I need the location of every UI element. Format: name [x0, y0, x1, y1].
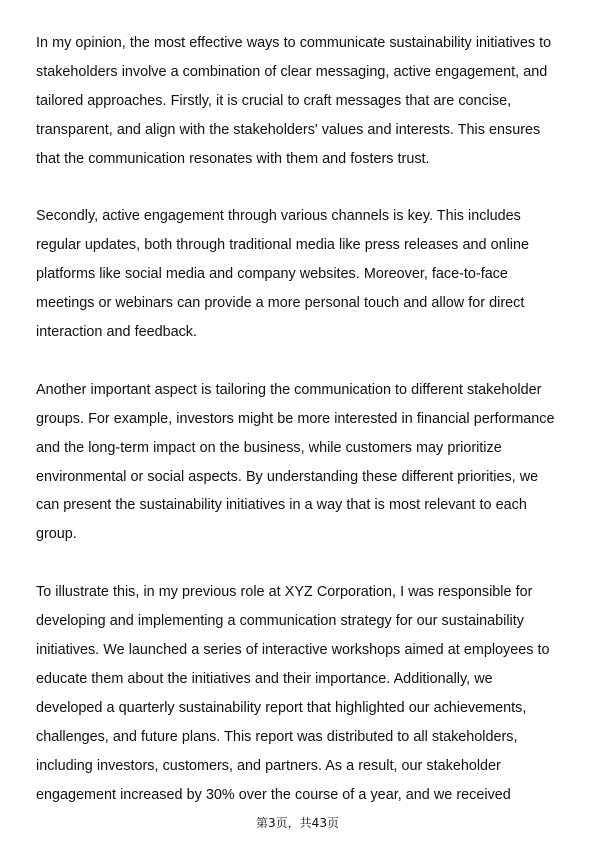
paragraph-4: To illustrate this, in my previous role at XYZ Corporation, I was responsible for developing and implementing a communication strategy for our sustainability initiatives. We launched a series of interactive workshops aimed at employees to educate them about the initiatives and their importance. Additionally, we developed a quarterly sustainability report that highlighted our achievements, challenges, and future plans. This report was distributed to all stakeholders, including investors, customers, and partners. As a result, our stakeholder engagement increased by 30% over the course of a year, and we received: [36, 584, 550, 803]
body-text: [36, 29, 560, 809]
page-number-footer: 第3页，共43页: [256, 816, 339, 830]
paragraph-2: Secondly, active engagement through various channels is key. This includes regular updates, both through traditional media like press releases and online platforms like social media and company websites. Moreover, face-to-face meetings or webinars can provide a more personal touch and allow for direct interaction and feedback.: [36, 208, 529, 341]
paragraph-1: In my opinion, the most effective ways to communicate sustainability initiatives to stakeholders involve a combination of clear messaging, active engagement, and tailored approaches. Firstly, it is crucial to craft messages that are concise, transparent, and align with the stakeholders' values and interests. This ensures that the communication resonates with them and fosters trust.: [36, 35, 552, 167]
paragraph-3: Another important aspect is tailoring the communication to different stakeholder groups. For example, investors might be more interested in financial performance and the long-term impact on the business, while customers may prioritize environmental or social aspects. By understanding these different priorities, we can present the sustainability initiatives in a way that is most relevant to each group.: [36, 381, 555, 543]
